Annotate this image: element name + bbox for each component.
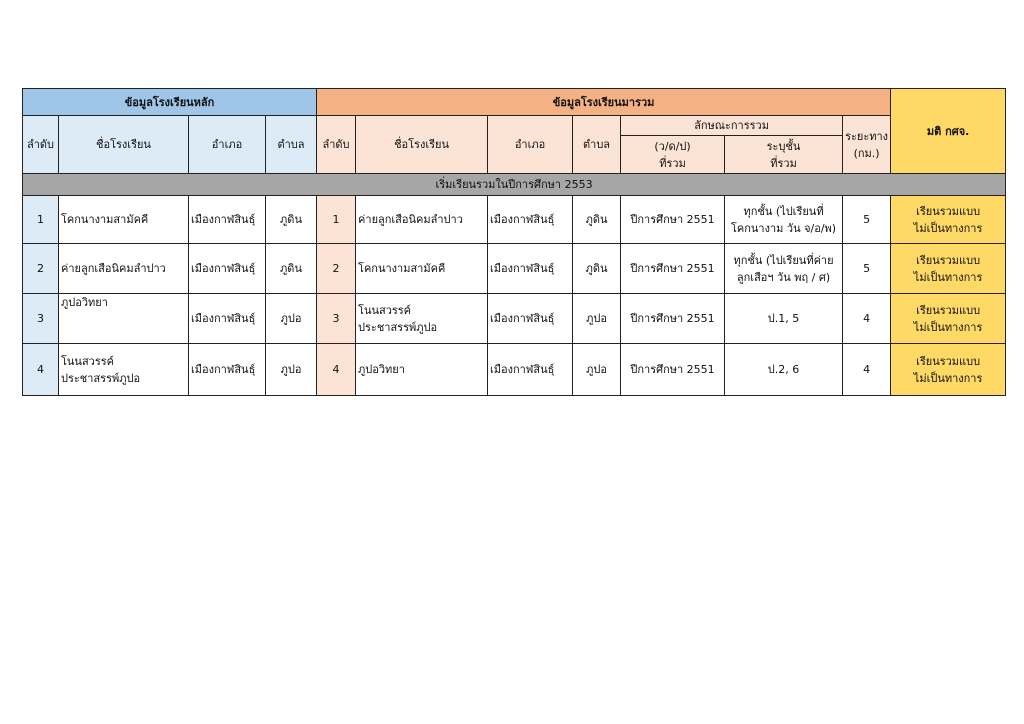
join-seq: 4: [317, 344, 356, 396]
main-seq: 4: [23, 344, 59, 396]
merge-date-header-line2: ที่รวม: [659, 156, 686, 170]
main-school-name-line2: ประชาสรรพ์ภูปอ: [61, 371, 141, 385]
join-subdistrict: ภูปอ: [573, 294, 621, 344]
resolution-line2: ไม่เป็นทางการ: [913, 221, 983, 235]
merge-grades: [725, 244, 843, 294]
main-subdistrict: ภูดิน: [266, 196, 317, 244]
merge-grades-line1: ป.1, 5: [767, 312, 800, 325]
section-row: [23, 174, 1006, 196]
join-seq: 2: [317, 244, 356, 294]
main-school-name: [59, 244, 189, 294]
resolution: [891, 244, 1006, 294]
join-subdistrict: ภูปอ: [573, 344, 621, 396]
group-header-row: [23, 89, 1006, 116]
join-subdistrict: ภูดิน: [573, 196, 621, 244]
join-name-header: ชื่อโรงเรียน: [356, 116, 488, 174]
join-seq-header: ลำดับ: [317, 116, 356, 174]
table-row: [23, 344, 1006, 396]
join-district: เมืองกาฬสินธุ์: [488, 196, 573, 244]
merge-date: ปีการศึกษา 2551: [621, 244, 725, 294]
main-subdistrict: ภูดิน: [266, 244, 317, 294]
merge-grades-line1: ป.2, 6: [767, 363, 800, 376]
resolution: [891, 294, 1006, 344]
resolution: [891, 344, 1006, 396]
resolution-header: มติ กศจ.: [891, 89, 1006, 174]
main-school-name-line1: ภูปอวิทยา: [61, 296, 108, 309]
join-district-header: อำเภอ: [488, 116, 573, 174]
main-subdistrict-header: ตำบล: [266, 116, 317, 174]
join-district: เมืองกาฬสินธุ์: [488, 344, 573, 396]
join-district: เมืองกาฬสินธุ์: [488, 244, 573, 294]
table-row: [23, 244, 1006, 294]
distance: 5: [843, 244, 891, 294]
distance-header-line2: (กม.): [853, 146, 880, 160]
resolution-line2: ไม่เป็นทางการ: [913, 320, 983, 334]
join-school-name: [356, 244, 488, 294]
join-school-name: [356, 344, 488, 396]
distance-header-line1: ระยะทาง: [845, 129, 889, 143]
main-district: เมืองกาฬสินธุ์: [189, 196, 266, 244]
resolution-line2: ไม่เป็นทางการ: [913, 270, 983, 284]
main-subdistrict: ภูปอ: [266, 344, 317, 396]
merge-grades: [725, 344, 843, 396]
main-seq: 2: [23, 244, 59, 294]
merge-grades-line1: ทุกชั้น (ไปเรียนที่: [743, 204, 824, 218]
join-school-name: [356, 196, 488, 244]
distance: 5: [843, 196, 891, 244]
main-seq-header: ลำดับ: [23, 116, 59, 174]
grade-header-line2: ที่รวม: [770, 156, 797, 170]
merge-date-header-line1: (ว/ด/ป): [654, 139, 691, 153]
main-school-name-line1: โคกนางามสามัคคี: [61, 213, 149, 226]
join-school-name-line1: ภูปอวิทยา: [358, 363, 405, 376]
main-school-name-line1: ค่ายลูกเสือนิคมลำปาว: [61, 262, 166, 275]
grade-header-line1: ระบุชั้น: [766, 139, 801, 153]
resolution-line1: เรียนรวมแบบ: [916, 303, 981, 317]
join-subdistrict: ภูดิน: [573, 244, 621, 294]
resolution-line1: เรียนรวมแบบ: [916, 204, 981, 218]
distance: 4: [843, 344, 891, 396]
grade-header: [725, 136, 843, 174]
join-subdistrict-header: ตำบล: [573, 116, 621, 174]
resolution-line1: เรียนรวมแบบ: [916, 354, 981, 368]
distance: 4: [843, 294, 891, 344]
merge-nature-header: ลักษณะการรวม: [621, 116, 843, 136]
main-district: เมืองกาฬสินธุ์: [189, 244, 266, 294]
join-school-name-line1: โคกนางามสามัคคี: [358, 262, 446, 275]
join-seq: 3: [317, 294, 356, 344]
main-seq: 3: [23, 294, 59, 344]
merge-date: ปีการศึกษา 2551: [621, 344, 725, 396]
main-name-header: ชื่อโรงเรียน: [59, 116, 189, 174]
join-school-name-line2: ประชาสรรพ์ภูปอ: [358, 320, 438, 334]
distance-header: [843, 116, 891, 174]
merge-grades-line2: ลูกเสือฯ วัน พฤ / ศ): [736, 270, 831, 284]
join-school-name-line1: ค่ายลูกเสือนิคมลำปาว: [358, 213, 463, 226]
table-row: [23, 294, 1006, 344]
merge-date: ปีการศึกษา 2551: [621, 294, 725, 344]
merge-grades: [725, 196, 843, 244]
main-district: เมืองกาฬสินธุ์: [189, 294, 266, 344]
main-school-name: [59, 344, 189, 396]
merge-schools-table: [22, 88, 1006, 396]
section-title: เริ่มเรียนรวมในปีการศึกษา 2553: [23, 174, 1006, 196]
join-district: เมืองกาฬสินธุ์: [488, 294, 573, 344]
main-school-group-header: ข้อมูลโรงเรียนหลัก: [23, 89, 317, 116]
main-subdistrict: ภูปอ: [266, 294, 317, 344]
joining-school-group-header: ข้อมูลโรงเรียนมารวม: [317, 89, 891, 116]
join-school-name: [356, 294, 488, 344]
main-school-name: [59, 294, 189, 344]
table-row: [23, 196, 1006, 244]
main-district-header: อำเภอ: [189, 116, 266, 174]
merge-grades: [725, 294, 843, 344]
resolution-line1: เรียนรวมแบบ: [916, 253, 981, 267]
main-seq: 1: [23, 196, 59, 244]
merge-date-header: [621, 136, 725, 174]
merge-date: ปีการศึกษา 2551: [621, 196, 725, 244]
main-school-name: [59, 196, 189, 244]
resolution-line2: ไม่เป็นทางการ: [913, 371, 983, 385]
main-district: เมืองกาฬสินธุ์: [189, 344, 266, 396]
merge-grades-line1: ทุกชั้น (ไปเรียนที่ค่าย: [733, 253, 834, 267]
join-school-name-line1: โนนสวรรค์: [358, 303, 412, 317]
column-header-row: [23, 116, 1006, 136]
join-seq: 1: [317, 196, 356, 244]
merge-grades-line2: โคกนางาม วัน จ/อ/พ): [730, 221, 837, 235]
main-school-name-line1: โนนสวรรค์: [61, 354, 115, 368]
resolution: [891, 196, 1006, 244]
